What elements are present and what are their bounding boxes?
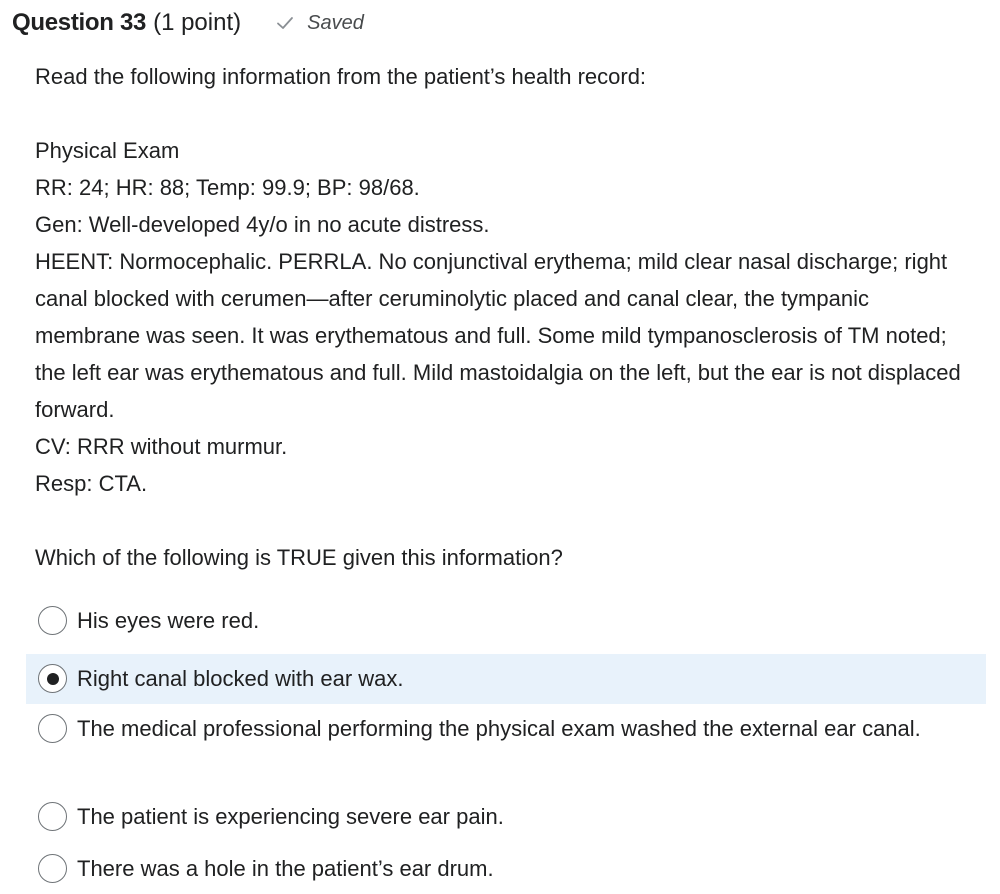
answer-choice-5[interactable] <box>26 844 986 894</box>
answer-choice-2[interactable] <box>26 654 986 704</box>
choice-label: His eyes were red. <box>77 608 260 633</box>
answer-choices <box>26 596 986 894</box>
choice-label: There was a hole in the patient’s ear drum. <box>77 856 494 881</box>
question-header <box>12 6 364 40</box>
record-line: CV: RRR without murmur. <box>35 434 288 459</box>
saved-status <box>275 12 364 35</box>
question-body <box>35 58 975 576</box>
question-points: (1 point) <box>153 9 242 36</box>
radio-button[interactable] <box>38 664 67 693</box>
question-title: Question 33 <box>12 9 147 36</box>
record-line: HEENT: Normocephalic. PERRLA. No conjunctival erythema; mild clear nasal discharge; right canal blocked with cerumen—after ceruminolytic placed and canal clear, the tympanic membrane was seen. It was erythematous and full. Some mild tympanosclerosis of TM noted; the left ear was erythematous and full. Mild mastoidalgia on the left, but the ear is not displaced forward. <box>35 249 961 422</box>
radio-button[interactable] <box>38 714 67 743</box>
question-prompt: Which of the following is TRUE given this information? <box>35 545 563 570</box>
checkmark-icon <box>275 13 295 33</box>
radio-button[interactable] <box>38 606 67 635</box>
record-line: Gen: Well-developed 4y/o in no acute distress. <box>35 212 490 237</box>
answer-choice-1[interactable] <box>26 596 986 646</box>
saved-label: Saved <box>307 11 364 34</box>
record-line: Resp: CTA. <box>35 471 148 496</box>
record-line: Physical Exam <box>35 138 180 163</box>
question-intro: Read the following information from the patient’s health record: <box>35 64 647 89</box>
choice-label: Right canal blocked with ear wax. <box>77 666 404 691</box>
answer-choice-3[interactable] <box>26 704 986 790</box>
choice-label: The patient is experiencing severe ear pain. <box>77 804 504 829</box>
choice-label: The medical professional performing the physical exam washed the external ear canal. <box>77 716 921 741</box>
record-line: RR: 24; HR: 88; Temp: 99.9; BP: 98/68. <box>35 175 420 200</box>
radio-button[interactable] <box>38 802 67 831</box>
answer-choice-4[interactable] <box>26 792 986 842</box>
radio-button[interactable] <box>38 854 67 883</box>
